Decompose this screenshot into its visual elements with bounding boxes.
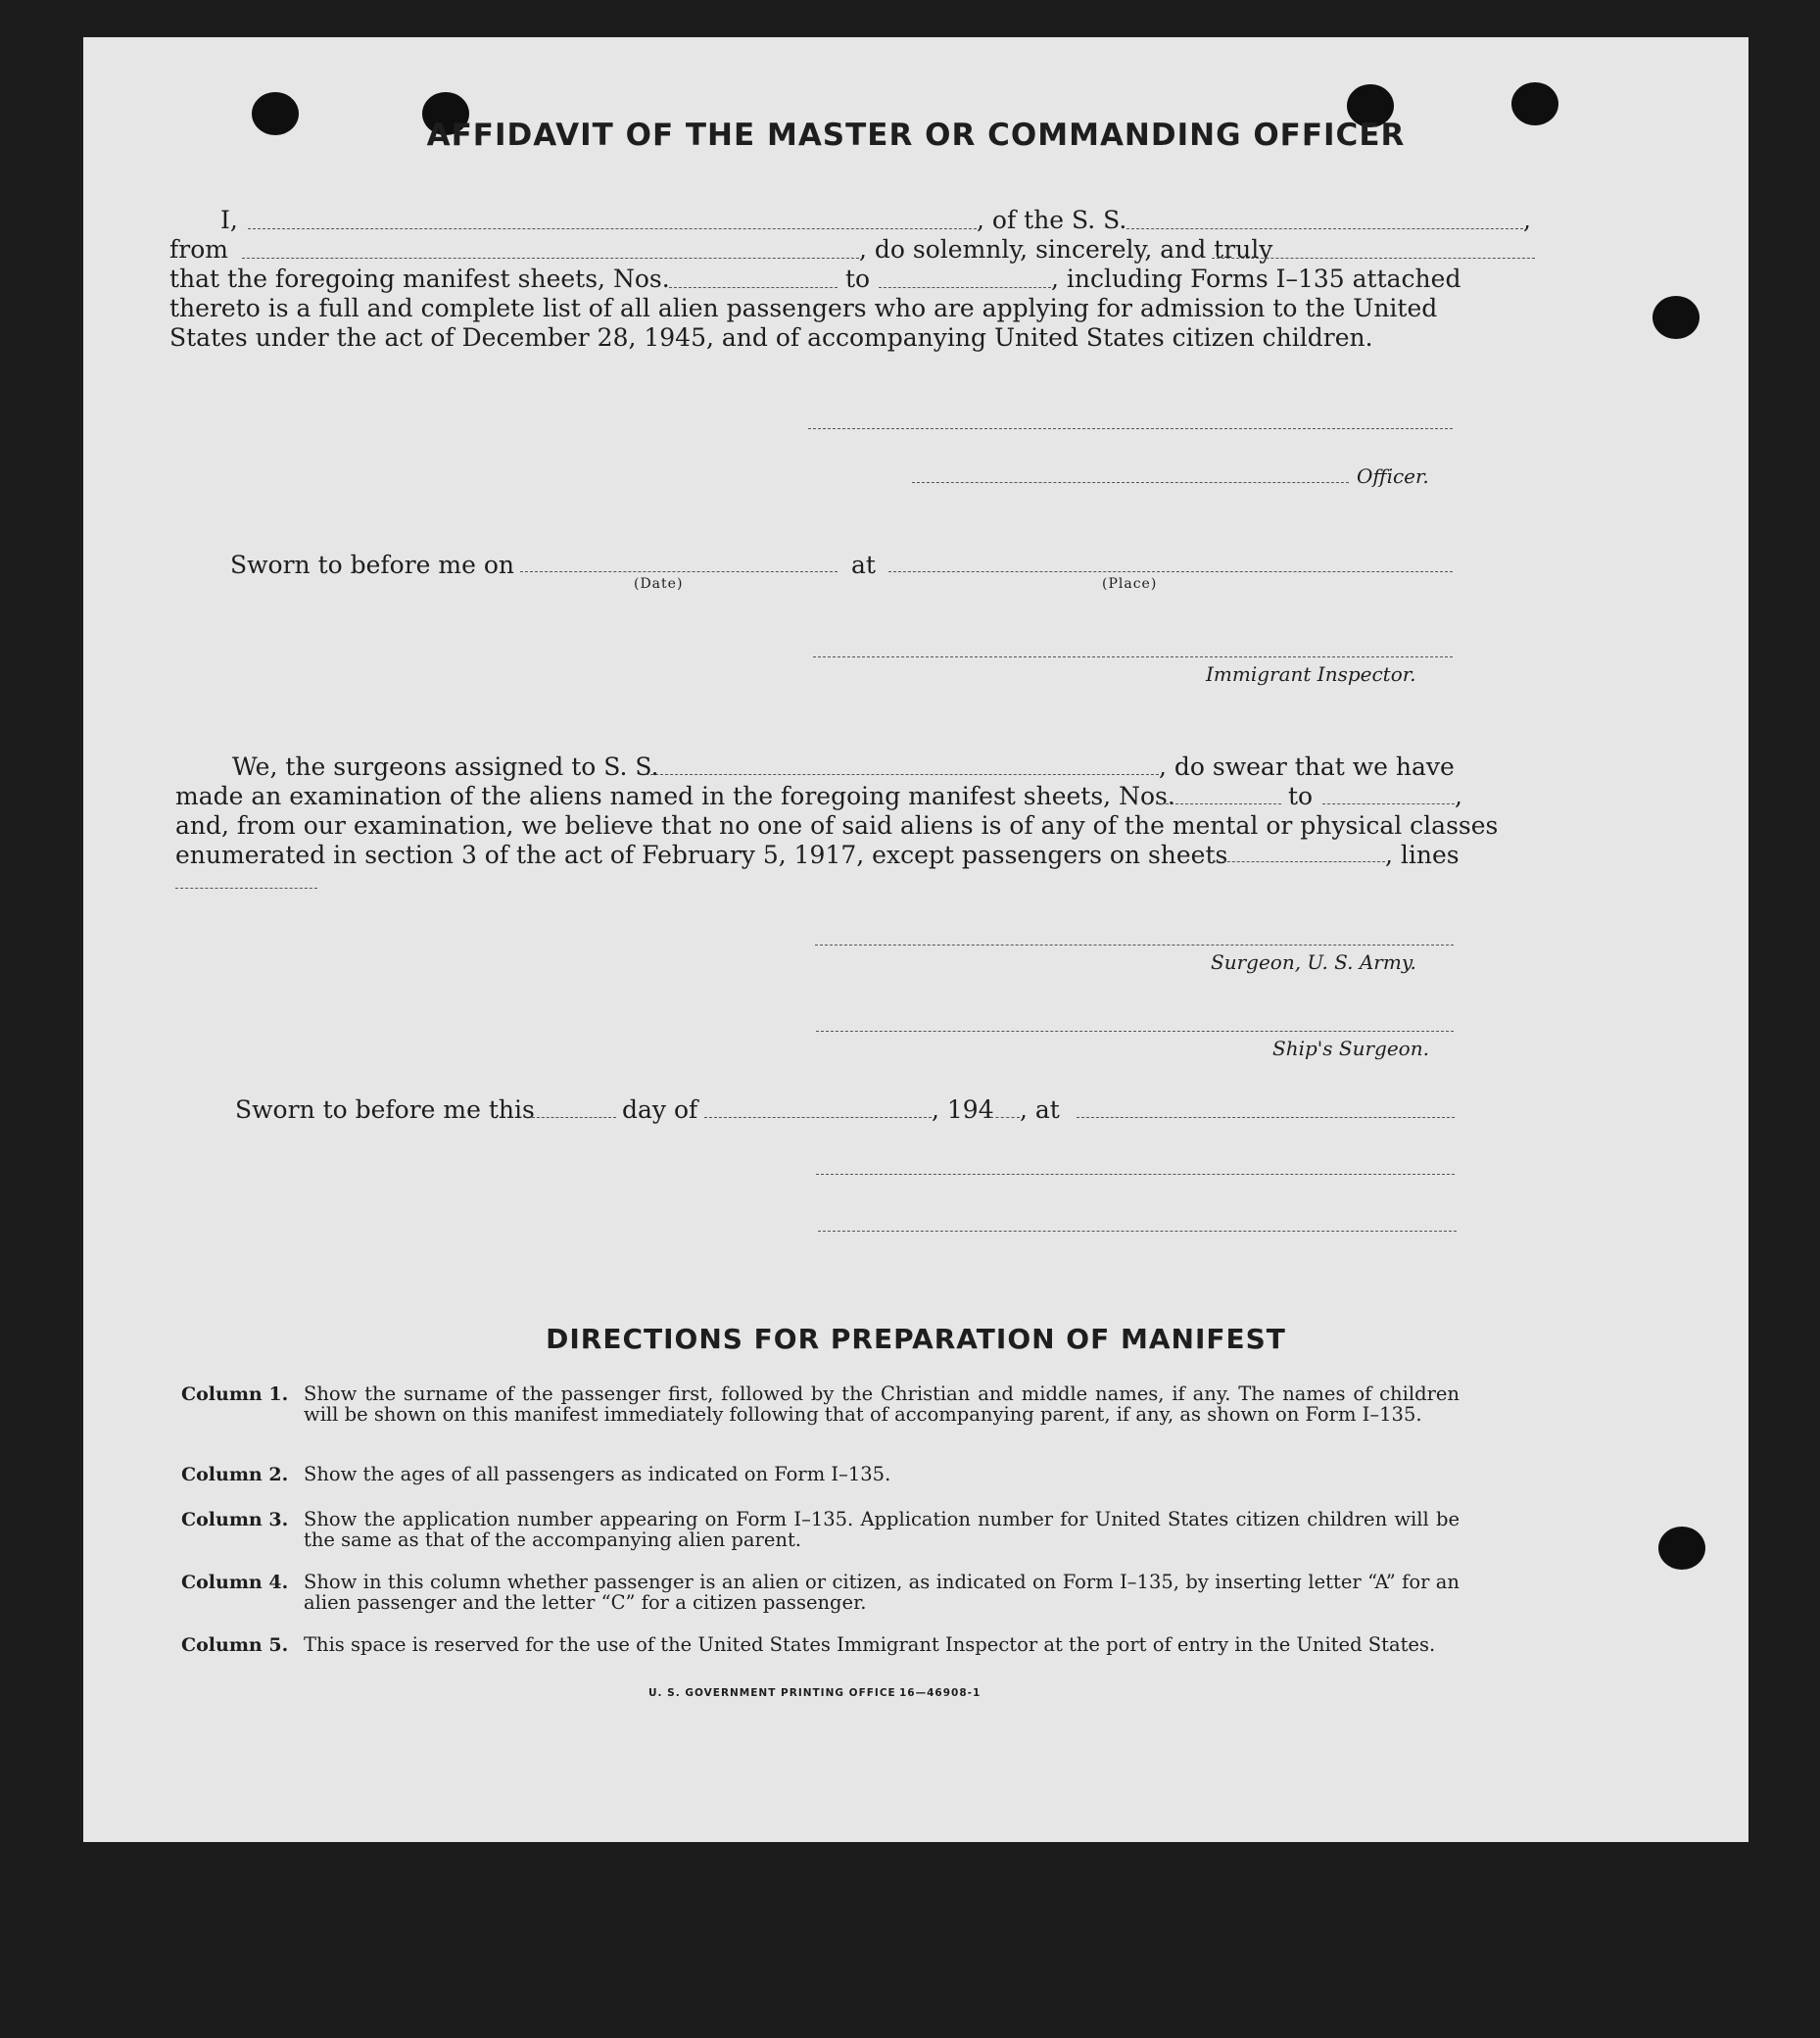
of-ss-label: , of the S. S. (977, 206, 1127, 234)
column-5-text: This space is reserved for the use of the United States Immigrant Inspector at the port of entry in the United States. (304, 1633, 1436, 1656)
sworn-day-line[interactable] (532, 1117, 616, 1118)
to-label: to (845, 265, 871, 293)
officer-caption: Officer. (1357, 464, 1429, 488)
place-caption: (Place) (1102, 576, 1158, 592)
inspector-signature-line[interactable] (813, 656, 1453, 657)
exam-to-label: to (1288, 782, 1314, 810)
column-1-text: Show the surname of the passenger first, followed by the Christian and middle names, if any. The names of children will be shown on this manifest immediately following that of accompanying parent, if any, as shown on Form I–135. (304, 1383, 1460, 1426)
officer-line[interactable] (912, 482, 1349, 483)
sworn-month-line[interactable] (704, 1117, 932, 1118)
sworn-this-place-line[interactable] (1077, 1117, 1455, 1118)
oath-line[interactable] (1212, 258, 1535, 259)
affidavit-title: AFFIDAVIT OF THE MASTER OR COMMANDING OFFICER (426, 118, 1406, 153)
army-surgeon-signature-line[interactable] (815, 945, 1454, 946)
column-4-label: Column 4. (181, 1572, 289, 1593)
surgeons-ship-line[interactable] (646, 774, 1159, 775)
do-solemnly-label: , do solemnly, sincerely, and truly (859, 235, 1273, 264)
column-5-label: Column 5. (181, 1634, 289, 1656)
ship-name-line[interactable] (1126, 228, 1523, 229)
column-4-text: Show in this column whether passenger is an alien or citizen, as indicated on Form I–135, by inserting letter “A” for an alien passenger and the letter “C” for a citizen passenger. (304, 1571, 1460, 1614)
and-from-text: and, from our examination, we believe that no one of said aliens is of any of the mental or physical classes (175, 811, 1499, 840)
gpo-imprint: U. S. GOVERNMENT PRINTING OFFICE (648, 1687, 896, 1699)
directions-title: DIRECTIONS FOR PREPARATION OF MANIFEST (546, 1323, 1286, 1355)
sworn-at-label: , at (1020, 1095, 1060, 1124)
at-label: at (851, 551, 876, 579)
immigrant-inspector-caption: Immigrant Inspector. (1206, 662, 1416, 686)
exam-sheet-to-line[interactable] (1322, 803, 1455, 804)
day-of-label: day of (622, 1095, 698, 1124)
column-3-label: Column 3. (181, 1509, 289, 1530)
from-port-line[interactable] (242, 258, 859, 259)
made-label: made an examination of the aliens named in the foregoing manifest sheets, Nos. (175, 782, 1175, 810)
sheet-to-line[interactable] (879, 287, 1051, 288)
sworn-signature-line-1[interactable] (816, 1174, 1455, 1175)
states-text: States under the act of December 28, 1945, and of accompanying United States citizen children. (169, 323, 1373, 352)
year-label: , 194 (932, 1095, 994, 1124)
column-2-text: Show the ages of all passengers as indicated on Form I–135. (304, 1463, 891, 1485)
sworn-place-line[interactable] (888, 571, 1453, 572)
ships-surgeon-signature-line[interactable] (816, 1031, 1454, 1032)
sworn-this-label: Sworn to before me this (235, 1095, 535, 1124)
sworn-date-line[interactable] (520, 571, 838, 572)
punch-hole (1658, 1527, 1705, 1570)
except-sheets-line[interactable] (1213, 861, 1385, 862)
ships-surgeon-caption: Ship's Surgeon. (1272, 1037, 1429, 1060)
enumerated-label: enumerated in section 3 of the act of February 5, 1917, except passengers on sheets (175, 841, 1228, 869)
column-3-text: Show the application number appearing on Form I–135. Application number for United States citizen children will be the same as that of the accompanying alien parent. (304, 1508, 1460, 1551)
sworn-signature-line-2[interactable] (818, 1231, 1457, 1232)
exam-sheet-from-line[interactable] (1156, 803, 1281, 804)
form-page (83, 37, 1748, 1842)
lines-line[interactable] (175, 888, 317, 889)
master-signature-line[interactable] (808, 428, 1453, 429)
column-2-label: Column 2. (181, 1464, 289, 1485)
master-name-line[interactable] (248, 228, 977, 229)
comma: , (1523, 206, 1531, 234)
sworn-year-line[interactable] (990, 1117, 1020, 1118)
foregoing-label: that the foregoing manifest sheets, Nos. (169, 265, 670, 293)
swear-label: , do swear that we have (1159, 752, 1455, 781)
punch-hole (1652, 296, 1700, 339)
form-number: 16—46908-1 (899, 1687, 982, 1699)
date-caption: (Date) (634, 576, 684, 592)
sheet-from-line[interactable] (669, 287, 838, 288)
column-1-label: Column 1. (181, 1383, 289, 1405)
sworn-on-label: Sworn to before me on (230, 551, 515, 579)
thereto-text: thereto is a full and complete list of all alien passengers who are applying for admission to the United (169, 294, 1438, 322)
affidavit-i-label: I, (220, 206, 238, 234)
lines-label: , lines (1385, 841, 1460, 869)
from-label: from (169, 235, 228, 264)
including-label: , including Forms I–135 attached (1051, 265, 1461, 293)
surgeons-label: We, the surgeons assigned to S. S. (232, 752, 659, 781)
surgeon-army-caption: Surgeon, U. S. Army. (1211, 950, 1416, 974)
comma: , (1455, 782, 1462, 810)
